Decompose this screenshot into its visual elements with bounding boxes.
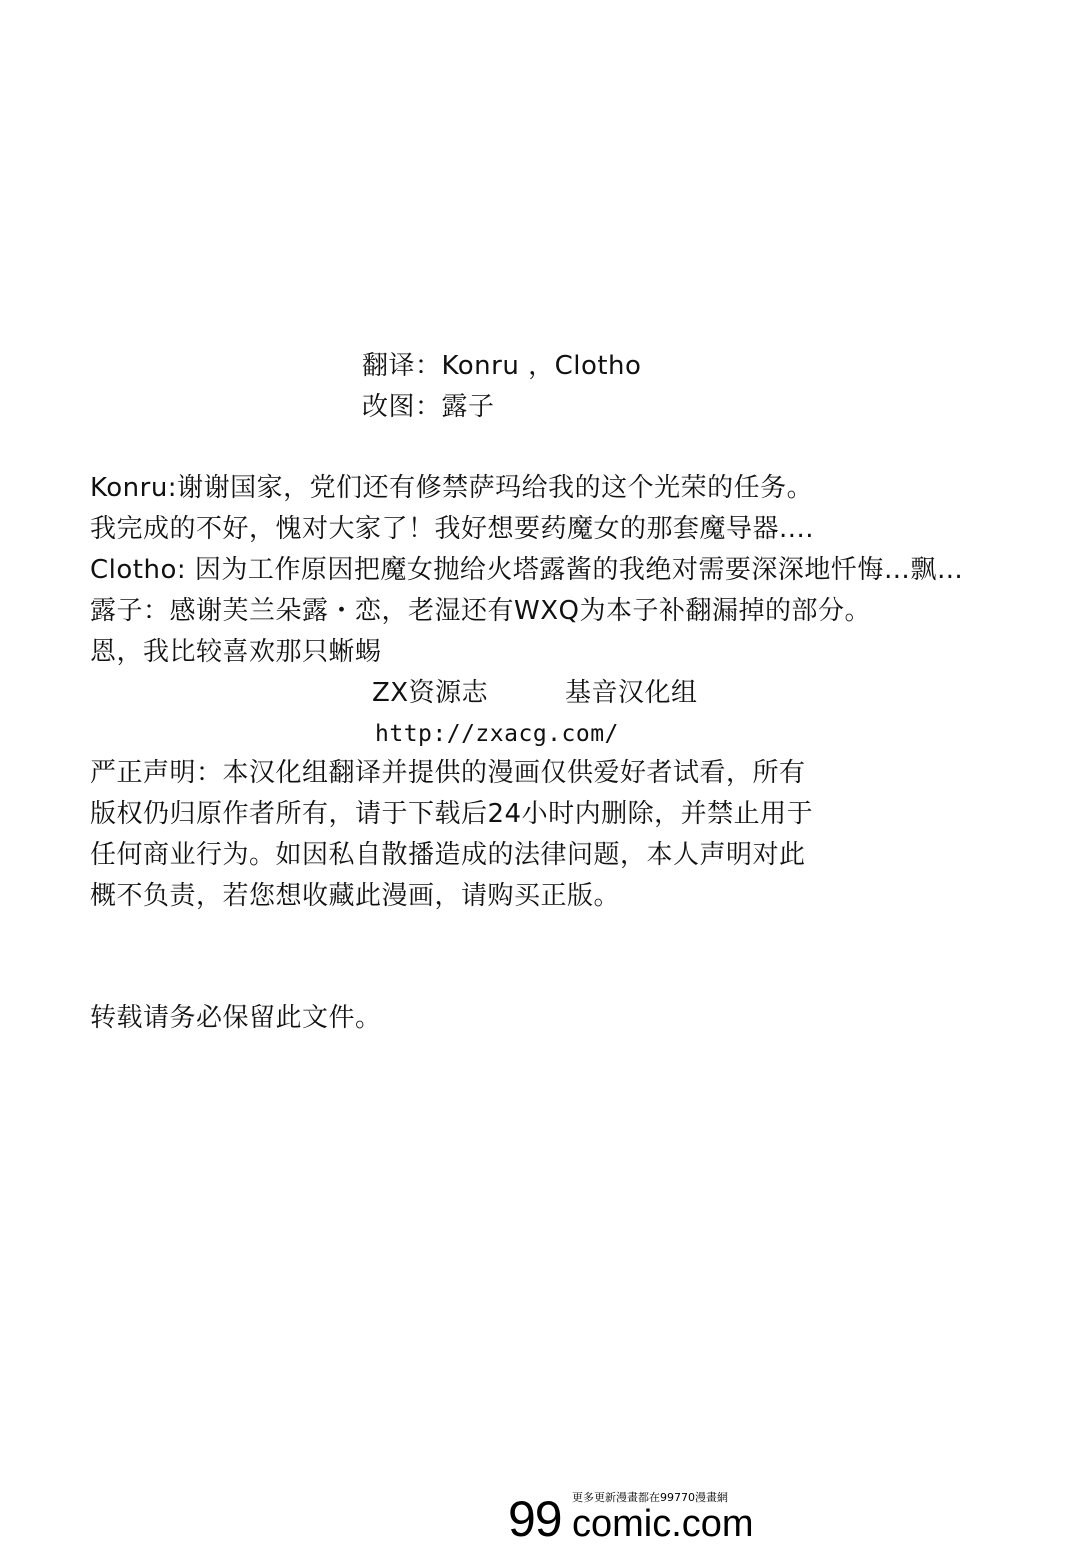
translation-credit: 翻译：Konru ，Clotho [362,351,642,381]
watermark-domain: comic.com [572,1503,754,1545]
watermark-number: 99 [508,1491,562,1547]
watermark-logo [508,1488,778,1548]
disclaimer-line: 概不负责，若您想收藏此漫画，请购买正版。 [90,881,621,911]
disclaimer-line: 严正声明：本汉化组翻译并提供的漫画仅供爱好者试看，所有 [90,758,806,788]
note-line: 恩，我比较喜欢那只蜥蜴 [90,637,382,667]
edit-credit: 改图：露子 [362,392,495,422]
note-line: 我完成的不好，愧对大家了！我好想要药魔女的那套魔导器.... [90,514,815,544]
note-line: 露子：感谢芙兰朵露・恋，老湿还有WXQ为本子补翻漏掉的部分。 [90,596,871,626]
disclaimer-line: 版权仍归原作者所有，请于下载后24小时内删除，并禁止用于 [90,799,814,829]
note-line: Konru:谢谢国家，党们还有修禁萨玛给我的这个光荣的任务。 [90,473,814,503]
group-url: http://zxacg.com/ [375,721,619,747]
repost-note: 转载请务必保留此文件。 [90,1003,382,1033]
group-right-name: 基音汉化组 [565,678,698,708]
note-line: Clotho: 因为工作原因把魔女抛给火塔露酱的我绝对需要深深地忏悔…飘… [90,555,964,585]
disclaimer-line: 任何商业行为。如因私自散播造成的法律问题，本人声明对此 [90,840,806,870]
watermark-tagline: 更多更新漫畫都在99770漫畫網 [572,1491,728,1504]
group-left-name: ZX资源志 [372,678,489,708]
